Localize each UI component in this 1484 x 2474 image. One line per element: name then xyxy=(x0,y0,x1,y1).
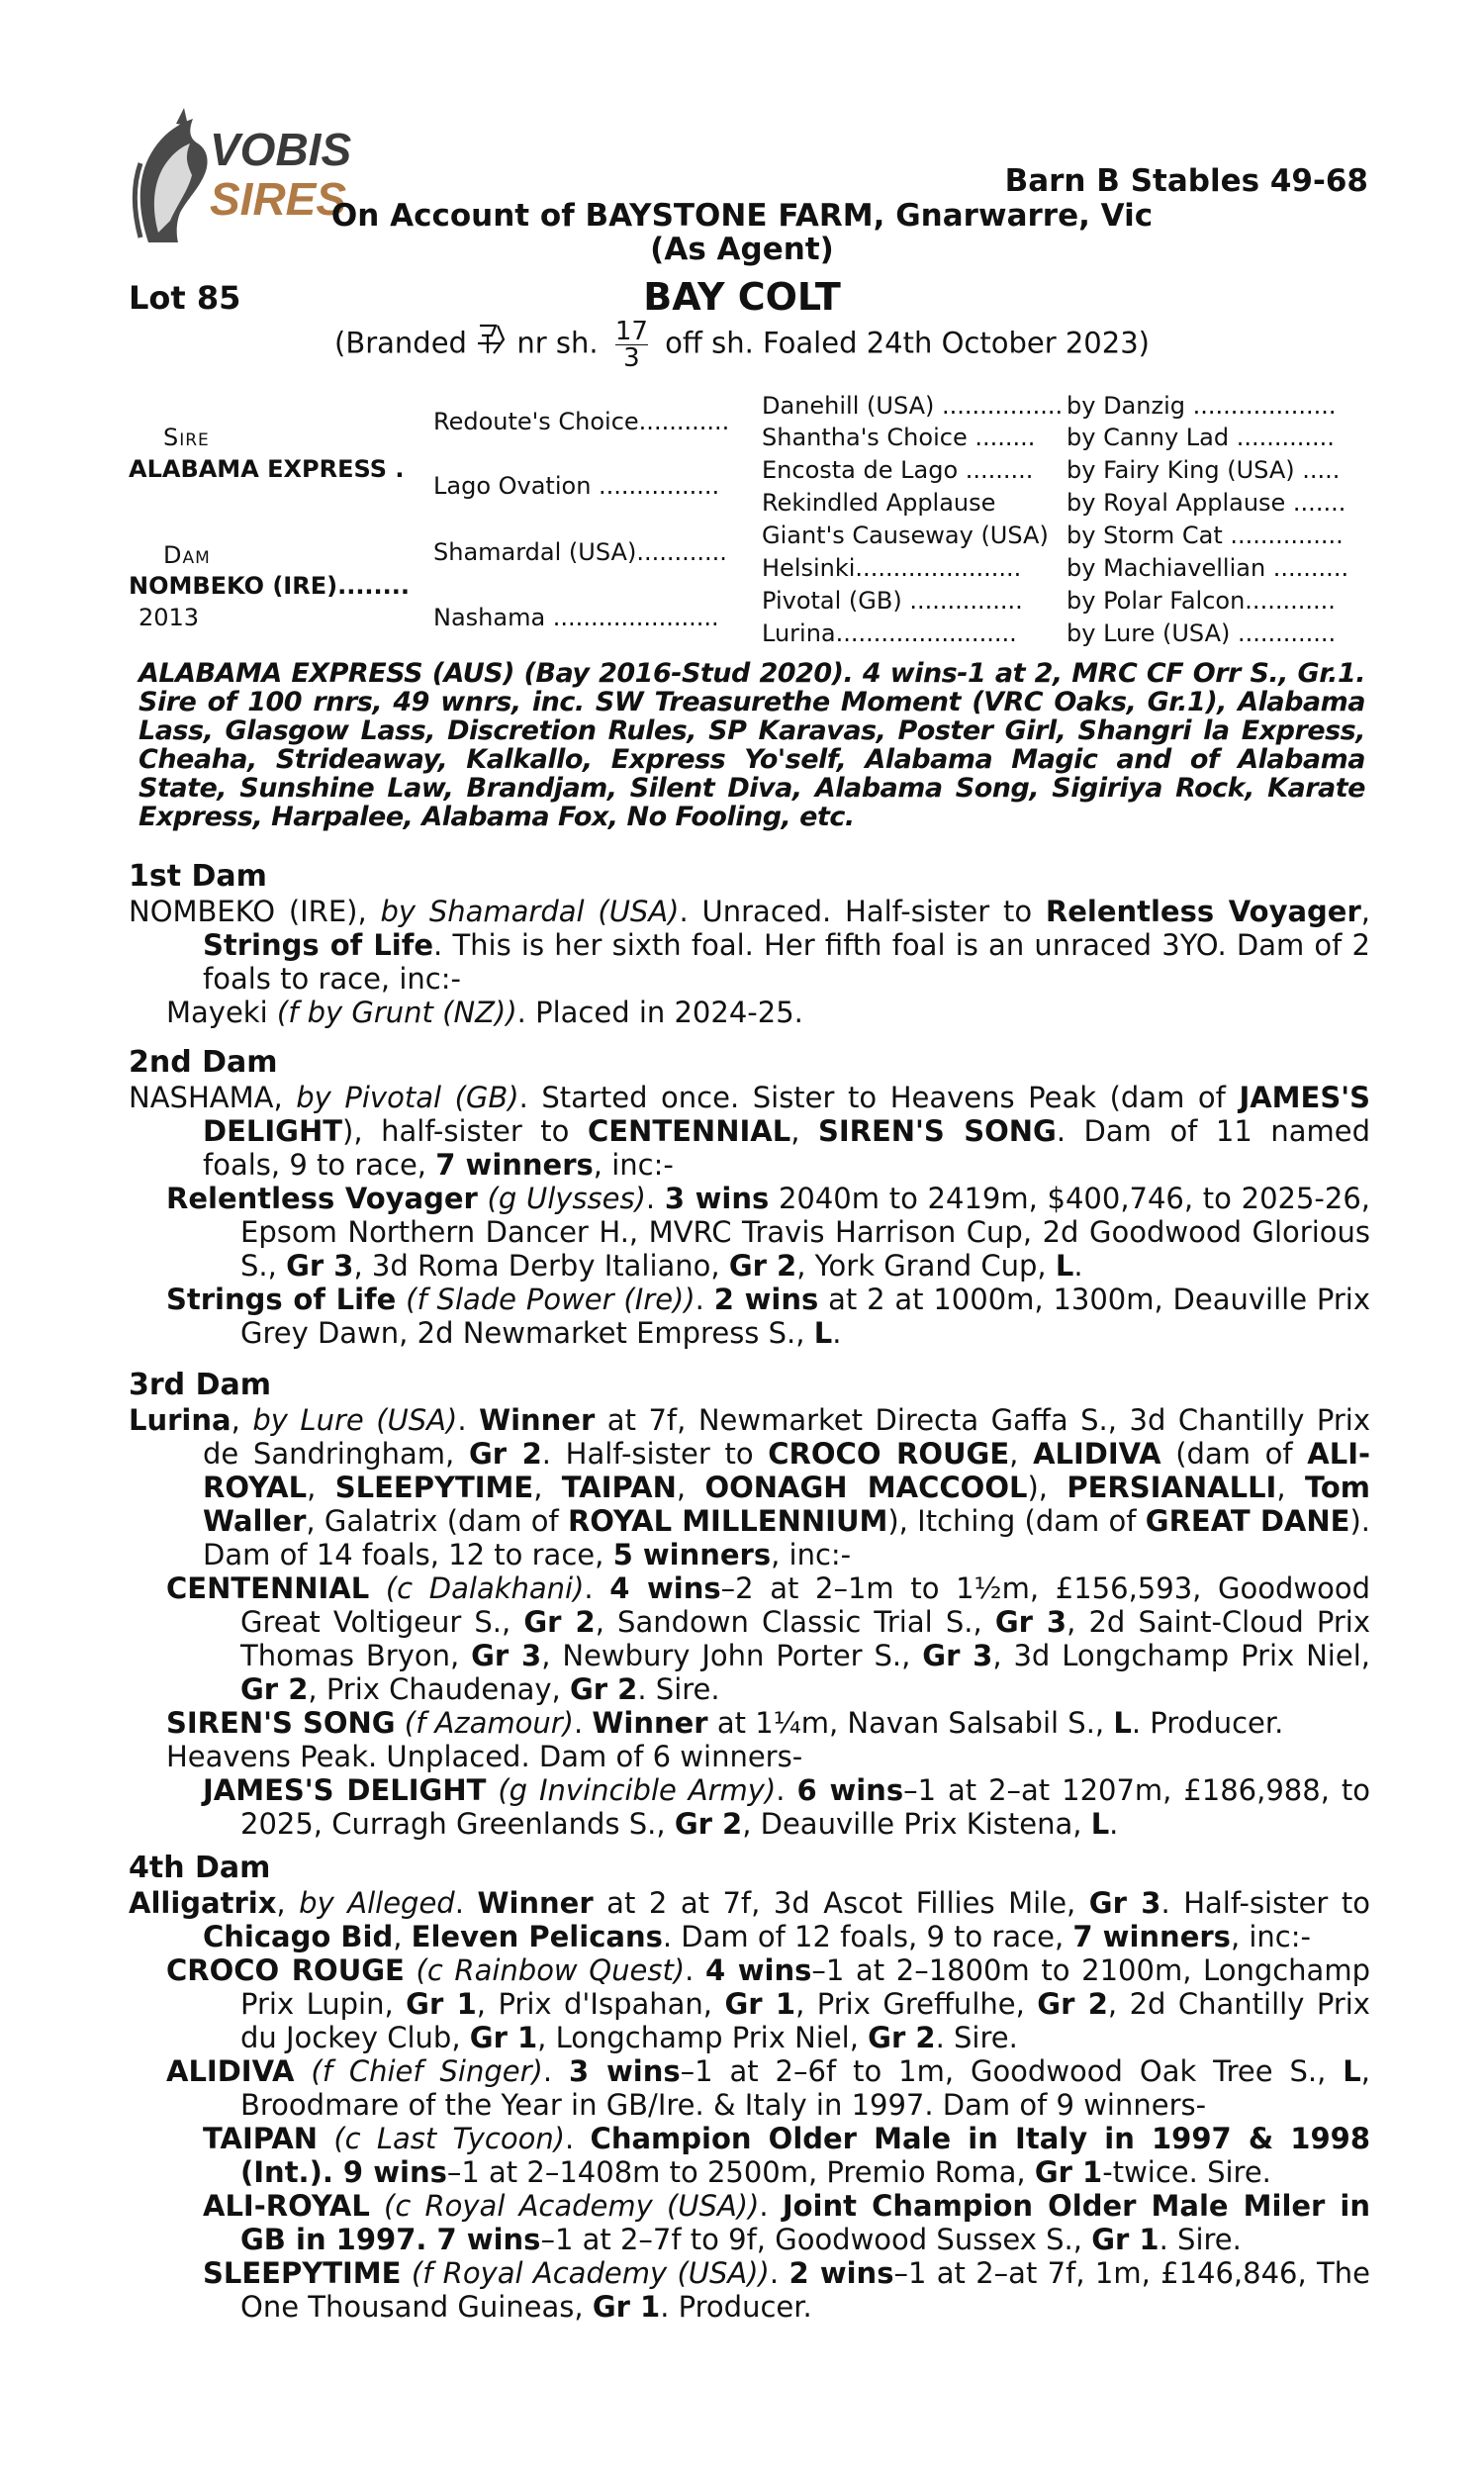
foal-entry xyxy=(166,996,1370,1029)
text: . Sire. xyxy=(1159,2223,1242,2256)
text: , Prix Greffulhe, xyxy=(795,1987,1038,2021)
text: at 7f, Newmarket Directa Gaffa S., 3d Chantilly Prix de Sandringham, xyxy=(203,1403,1370,1471)
text: -twice. Sire. xyxy=(1102,2155,1271,2189)
text: 2 wins xyxy=(713,1283,819,1316)
dam-label: Dam xyxy=(163,541,211,569)
agent-note: (As Agent) xyxy=(650,232,834,267)
text: ALIDIVA xyxy=(166,2054,295,2088)
gen4-1: by Danzig ................... xyxy=(1067,392,1337,420)
text: , xyxy=(790,1114,818,1148)
text: Gr 1 xyxy=(1091,2223,1159,2256)
foal-entry xyxy=(203,2122,1370,2189)
text: , Prix d'Ispahan, xyxy=(476,1987,725,2021)
text: L xyxy=(1343,2054,1361,2088)
text: 6 wins xyxy=(796,1773,904,1807)
foal-entry xyxy=(166,1706,1370,1740)
gen4-5: by Storm Cat ............... xyxy=(1067,522,1344,549)
text: ALI-ROYAL xyxy=(203,2189,370,2223)
text: (c Rainbow Quest) xyxy=(404,1953,686,1987)
text: . This is her sixth foal. Her fifth foal is an unraced 3YO. Dam of 2 foals to race, inc:- xyxy=(203,928,1370,996)
gen3-1: Danehill (USA) ................ xyxy=(762,392,1064,420)
text: OONAGH MACCOOL xyxy=(704,1471,1028,1504)
text: Gr 2 xyxy=(728,1249,797,1283)
sire-label: Sire xyxy=(163,424,210,451)
text: , inc:- xyxy=(771,1538,852,1571)
text: . Half-sister to xyxy=(541,1437,769,1471)
text: . xyxy=(695,1283,714,1316)
text: , Prix Chaudenay, xyxy=(308,1672,570,1706)
text: (f Royal Academy (USA)) xyxy=(401,2256,770,2290)
text: , 3d Longchamp Prix Niel, xyxy=(992,1639,1370,1672)
text: CENTENNIAL xyxy=(587,1114,791,1148)
text: Gr 2 xyxy=(868,2021,936,2054)
text: by Alleged xyxy=(299,1886,455,1920)
text: , 2d Saint-Cloud Prix Thomas Bryon, xyxy=(240,1605,1371,1672)
text: . Placed in 2024-25. xyxy=(516,996,803,1029)
text: JAMES'S DELIGHT xyxy=(203,1773,487,1807)
gen3-7: Pivotal (GB) ............... xyxy=(762,587,1023,615)
text: PERSIANALLI xyxy=(1067,1471,1277,1504)
section-2nd-dam xyxy=(0,1081,1484,1350)
text: Gr 2 xyxy=(1037,1987,1108,2021)
dam-name: NOMBEKO (IRE)........ xyxy=(129,572,411,600)
text: L xyxy=(813,1316,833,1350)
gen3-8: Lurina........................ xyxy=(762,619,1017,647)
text: , inc:- xyxy=(1230,1920,1311,1953)
text: . Started once. Sister to Heavens Peak (dam of xyxy=(518,1081,1240,1114)
brand-mark-icon xyxy=(476,322,508,357)
logo-line-2: SIRES xyxy=(210,173,347,225)
section-3rd-dam xyxy=(0,1403,1484,1841)
text: , Sandown Classic Trial S., xyxy=(595,1605,995,1639)
text: (c Last Tycoon) xyxy=(318,2122,566,2155)
text: 7 winners xyxy=(435,1148,594,1182)
gen4-4: by Royal Applause ....... xyxy=(1067,489,1346,517)
text: Chicago Bid xyxy=(203,1920,394,1953)
text: (f Chief Singer) xyxy=(294,2054,543,2088)
text: , York Grand Cup, xyxy=(796,1249,1056,1283)
text: , xyxy=(1009,1437,1034,1471)
text: by Lure (USA) xyxy=(252,1403,458,1437)
text: –1 at 2–1408m to 2500m, Premio Roma, xyxy=(446,2155,1035,2189)
text: (f by Grunt (NZ)) xyxy=(276,996,517,1029)
text: Gr 3 xyxy=(922,1639,993,1672)
text: . Producer. xyxy=(660,2290,812,2324)
fraction-bottom: 3 xyxy=(623,343,640,373)
text: Champion Older Male in Italy in 1997 & 1998 (Int.). 9 wins xyxy=(240,2122,1370,2189)
text: Strings of Life xyxy=(203,928,434,962)
text: –2 at 2–1m to 1½m, £156,593, Goodwood Great Voltigeur S., xyxy=(240,1571,1370,1639)
vendor-account: On Account of BAYSTONE FARM, Gnarwarre, Vic xyxy=(330,198,1154,234)
text: SIREN'S SONG xyxy=(817,1114,1057,1148)
text: ALI-ROYAL xyxy=(203,1437,1371,1504)
sire-summary: ALABAMA EXPRESS (AUS) (Bay 2016-Stud 2020). 4 wins-1 at 2, MRC CF Orr S., Gr.1. Sire of 100 rnrs, 49 wnrs, inc. SW Treasurethe Moment (VRC Oaks, Gr.1), Alabama Lass, Glasgow Lass, Discretion Rules, SP Karavas, Poster Girl, Shangri la Express, Cheaha, Strideaway, Kalkallo, Express Yo'self, Alabama Magic and of Alabama State, Sunshine Law, Brandjam, Silent Diva, Alabama Song, Sigiriya Rock, Karate Express, Harpalee, Alabama Fox, No Fooling, etc. xyxy=(139,658,1365,832)
second-dam-paragraph xyxy=(129,1081,1370,1182)
text: Gr 1 xyxy=(1034,2155,1103,2189)
text: . Dam of 11 named foals, 9 to race, xyxy=(203,1114,1371,1182)
text: ), half-sister to xyxy=(342,1114,588,1148)
text: Mayeki xyxy=(166,996,277,1029)
text: . xyxy=(542,2054,569,2088)
text: (c Dalakhani) xyxy=(369,1571,585,1605)
text: , inc:- xyxy=(593,1148,674,1182)
text: Relentless Voyager xyxy=(166,1182,478,1215)
granddam-dam: Nashama ...................... xyxy=(433,604,719,631)
text: Gr 2 xyxy=(674,1807,743,1841)
brand-line xyxy=(0,319,1484,371)
text: , Newbury John Porter S., xyxy=(541,1639,923,1672)
gen4-8: by Lure (USA) ............. xyxy=(1067,619,1337,647)
text: . xyxy=(584,1571,610,1605)
text: , Longchamp Prix Niel, xyxy=(537,2021,869,2054)
grandsire-sire: Redoute's Choice............ xyxy=(433,408,730,435)
text: Relentless Voyager xyxy=(1045,895,1361,928)
text: –1 at 2–at 7f, 1m, £146,846, The One Thousand Guineas, xyxy=(240,2256,1370,2324)
brand-fraction xyxy=(615,319,648,371)
text: NOMBEKO (IRE), xyxy=(129,895,381,928)
section-heading-4th-dam: 4th Dam xyxy=(129,1851,271,1885)
section-4th-dam xyxy=(0,1886,1484,2324)
gen3-5: Giant's Causeway (USA) xyxy=(762,522,1049,549)
text: CROCO ROUGE xyxy=(166,1953,405,1987)
text: ), Itching (dam of xyxy=(887,1504,1146,1538)
text: JAMES'S DELIGHT xyxy=(203,1081,1370,1148)
text: Gr 2 xyxy=(240,1672,309,1706)
foal-entry xyxy=(166,1182,1370,1283)
text: . xyxy=(645,1182,665,1215)
barn-location: Barn B Stables 49-68 xyxy=(1004,163,1368,199)
text: SLEEPYTIME xyxy=(334,1471,534,1504)
text: (g Invincible Army) xyxy=(486,1773,777,1807)
text: at 2 at 1000m, 1300m, Deauville Prix Grey Dawn, 2d Newmarket Empress S., xyxy=(240,1283,1371,1350)
foal-entry xyxy=(203,2256,1370,2324)
text: . xyxy=(832,1316,842,1350)
text: Gr 1 xyxy=(724,1987,796,2021)
text: , Broodmare of the Year in GB/Ire. & Italy in 1997. Dam of 9 winners- xyxy=(240,2054,1370,2122)
dam-year: 2013 xyxy=(139,604,200,631)
text: Heavens Peak. Unplaced. Dam of 6 winners- xyxy=(166,1740,803,1773)
brand-suffix: off sh. Foaled 24th October 2023) xyxy=(665,326,1150,360)
gen4-2: by Canny Lad ............. xyxy=(1067,424,1335,451)
text: –1 at 2–7f to 9f, Goodwood Sussex S., xyxy=(540,2223,1092,2256)
text: 7 winners xyxy=(1072,1920,1231,1953)
text: by Shamardal (USA) xyxy=(380,895,680,928)
text: Winner xyxy=(479,1403,596,1437)
foal-entry xyxy=(166,1283,1370,1350)
text: Joint Champion Older Male Miler in GB in 1997. 7 wins xyxy=(240,2189,1371,2256)
third-dam-paragraph xyxy=(129,1403,1370,1571)
text: TAIPAN xyxy=(203,2122,319,2155)
text: Gr 1 xyxy=(406,1987,477,2021)
gen4-6: by Machiavellian .......... xyxy=(1067,554,1349,582)
text: Gr 3 xyxy=(286,1249,354,1283)
text: 2040m to 2419m, $400,746, to 2025-26, Epsom Northern Dancer H., MVRC Travis Harrison Cup, 2d Goodwood Glorious S., xyxy=(240,1182,1371,1283)
foal-entry xyxy=(203,2189,1370,2256)
fraction-top: 17 xyxy=(614,317,648,346)
text: , xyxy=(276,1886,300,1920)
text: L xyxy=(1055,1249,1074,1283)
text: . xyxy=(1109,1807,1119,1841)
text: , 3d Roma Derby Italiano, xyxy=(353,1249,729,1283)
text: (g Ulysses) xyxy=(477,1182,646,1215)
foal-entry xyxy=(166,1571,1370,1706)
gen4-7: by Polar Falcon............ xyxy=(1067,587,1336,615)
text: (f Azamour) xyxy=(395,1706,574,1740)
section-1st-dam xyxy=(0,895,1484,1029)
text: Tom Waller xyxy=(203,1471,1371,1538)
text: . Sire. xyxy=(637,1672,720,1706)
text: (f Slade Power (Ire)) xyxy=(396,1283,696,1316)
text: 3 wins xyxy=(664,1182,770,1215)
text: Gr 3 xyxy=(1088,1886,1161,1920)
gen3-2: Shantha's Choice ........ xyxy=(762,424,1036,451)
brand-nr: nr sh. xyxy=(516,326,599,360)
section-heading-3rd-dam: 3rd Dam xyxy=(129,1368,271,1402)
logo-line-1: VOBIS xyxy=(210,124,352,175)
text: GREAT DANE xyxy=(1145,1504,1350,1538)
gen4-3: by Fairy King (USA) ..... xyxy=(1067,456,1341,484)
text: ALIDIVA xyxy=(1033,1437,1161,1471)
grandsire-dam: Shamardal (USA)............ xyxy=(433,538,727,566)
text: Lurina xyxy=(129,1403,232,1437)
horse-description: BAY COLT xyxy=(643,275,841,319)
text: TAIPAN xyxy=(561,1471,677,1504)
text: 5 winners xyxy=(612,1538,772,1571)
text: , xyxy=(533,1471,562,1504)
text: . Dam of 12 foals, 9 to race, xyxy=(662,1920,1073,1953)
text: Strings of Life xyxy=(166,1283,397,1316)
foal-entry xyxy=(166,2054,1370,2122)
gen3-3: Encosta de Lago ......... xyxy=(762,456,1034,484)
text: CROCO ROUGE xyxy=(768,1437,1010,1471)
text: Gr 2 xyxy=(468,1437,542,1471)
text: Gr 3 xyxy=(471,1639,542,1672)
text: SLEEPYTIME xyxy=(203,2256,402,2290)
sire-name: ALABAMA EXPRESS . xyxy=(129,455,405,483)
text: 4 wins xyxy=(609,1571,721,1605)
text: , 2d Chantilly Prix du Jockey Club, xyxy=(240,1987,1370,2054)
text: Gr 1 xyxy=(469,2021,538,2054)
text: by Pivotal (GB) xyxy=(296,1081,519,1114)
text: Gr 2 xyxy=(569,1672,638,1706)
text: . xyxy=(573,1706,593,1740)
text: . xyxy=(454,1886,478,1920)
text: ROYAL MILLENNIUM xyxy=(567,1504,888,1538)
text: (c Royal Academy (USA)) xyxy=(369,2189,760,2223)
text: 3 wins xyxy=(569,2054,681,2088)
text: . xyxy=(759,2189,783,2223)
text: Gr 1 xyxy=(592,2290,661,2324)
text: (dam of xyxy=(1160,1437,1308,1471)
text: . xyxy=(769,2256,789,2290)
text: , Galatrix (dam of xyxy=(306,1504,568,1538)
text: CENTENNIAL xyxy=(166,1571,370,1605)
text: 2 wins xyxy=(788,2256,894,2290)
text: Gr 2 xyxy=(523,1605,596,1639)
brand-prefix: (Branded xyxy=(334,326,467,360)
text: Eleven Pelicans xyxy=(411,1920,663,1953)
text: L xyxy=(1113,1706,1132,1740)
text: , xyxy=(231,1403,253,1437)
text: , xyxy=(1276,1471,1305,1504)
text: , xyxy=(1360,895,1370,928)
first-dam-paragraph xyxy=(129,895,1370,996)
text: . Half-sister to xyxy=(1160,1886,1370,1920)
foal-entry xyxy=(166,1953,1370,2054)
text: L xyxy=(1090,1807,1110,1841)
text: . xyxy=(565,2122,591,2155)
text: , Deauville Prix Kistena, xyxy=(742,1807,1091,1841)
text: . Unraced. Half-sister to xyxy=(679,895,1046,928)
section-heading-1st-dam: 1st Dam xyxy=(129,859,267,894)
text: , xyxy=(676,1471,705,1504)
text: . xyxy=(457,1403,480,1437)
text: . Producer. xyxy=(1131,1706,1284,1740)
text: NASHAMA, xyxy=(129,1081,297,1114)
text: –1 at 2–6f to 1m, Goodwood Oak Tree S., xyxy=(680,2054,1344,2088)
text: , xyxy=(307,1471,335,1504)
gen3-4: Rekindled Applause xyxy=(762,489,996,517)
text: Winner xyxy=(592,1706,708,1740)
text: . xyxy=(685,1953,706,1987)
section-heading-2nd-dam: 2nd Dam xyxy=(129,1045,278,1080)
text: at 2 at 7f, 3d Ascot Fillies Mile, xyxy=(593,1886,1089,1920)
foal-entry xyxy=(203,1773,1370,1841)
fourth-dam-paragraph xyxy=(129,1886,1370,1953)
text: ), xyxy=(1027,1471,1067,1504)
text: SIREN'S SONG xyxy=(166,1706,396,1740)
text: . xyxy=(1073,1249,1083,1283)
text: ). Dam of 14 foals, 12 to race, xyxy=(203,1504,1370,1571)
text: Gr 3 xyxy=(994,1605,1067,1639)
text: . xyxy=(776,1773,797,1807)
gen3-6: Helsinki...................... xyxy=(762,554,1022,582)
text: Winner xyxy=(477,1886,594,1920)
text: at 1¼m, Navan Salsabil S., xyxy=(707,1706,1114,1740)
text: . Sire. xyxy=(935,2021,1018,2054)
text: –1 at 2–at 1207m, £186,988, to 2025, Curragh Greenlands S., xyxy=(240,1773,1370,1841)
text: –1 at 2–1800m to 2100m, Longchamp Prix Lupin, xyxy=(240,1953,1370,2021)
text: , xyxy=(393,1920,412,1953)
lot-number: Lot 85 xyxy=(129,279,241,317)
text: 4 wins xyxy=(705,1953,812,1987)
text: Alligatrix xyxy=(129,1886,277,1920)
foal-entry xyxy=(166,1740,1370,1773)
granddam-sire: Lago Ovation ................ xyxy=(433,472,720,500)
